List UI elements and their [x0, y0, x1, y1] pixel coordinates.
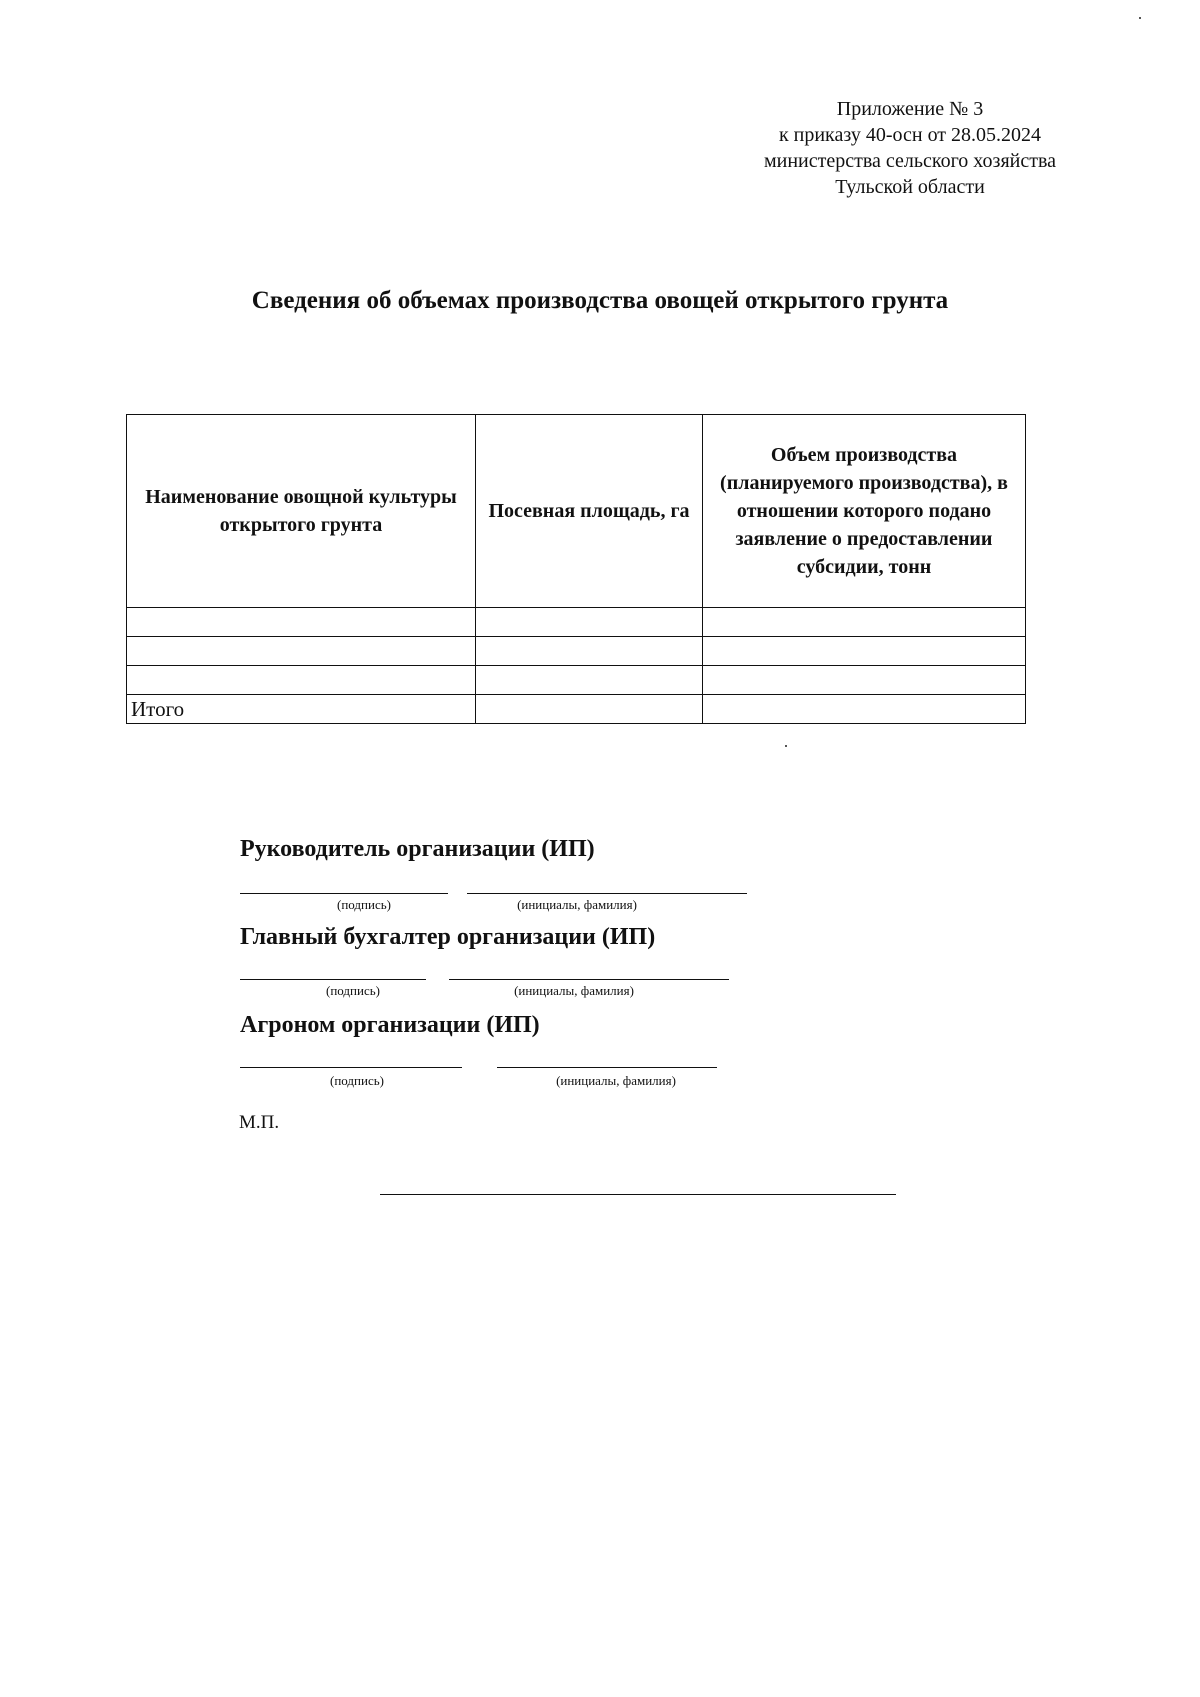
table-row [127, 666, 1026, 695]
table-cell[interactable] [703, 637, 1026, 666]
total-volume-cell[interactable] [703, 695, 1026, 724]
appendix-line: к приказу 40-осн от 28.05.2024 [778, 124, 1042, 146]
table-cell[interactable] [476, 637, 703, 666]
closing-line [380, 1194, 896, 1195]
table-cell[interactable] [703, 608, 1026, 637]
table-row [127, 608, 1026, 637]
table-cell[interactable] [127, 637, 476, 666]
accountant-label: Главный бухгалтер организации (ИП) [240, 924, 656, 950]
table-cell[interactable] [476, 608, 703, 637]
total-label: Итого [127, 695, 476, 724]
head-name-caption: (инициалы, фамилия) [517, 897, 637, 912]
table-row [127, 637, 1026, 666]
head-name-line[interactable] [467, 893, 747, 894]
appendix-line: Приложение № 3 [836, 98, 984, 120]
accountant-name-line[interactable] [449, 979, 729, 980]
stamp-placeholder: М.П. [239, 1112, 280, 1133]
table-total-row [127, 695, 1026, 724]
agronomist-signature-line[interactable] [240, 1067, 462, 1068]
appendix-line: министерства сельского хозяйства [763, 150, 1057, 172]
table-cell[interactable] [127, 666, 476, 695]
head-signature-line[interactable] [240, 893, 448, 894]
table-cell[interactable] [703, 666, 1026, 695]
appendix-header [700, 96, 1120, 200]
accountant-signature-line[interactable] [240, 979, 426, 980]
production-table [126, 414, 1026, 724]
agronomist-name-caption: (инициалы, фамилия) [556, 1073, 676, 1088]
scan-speck [1139, 17, 1141, 19]
table-cell[interactable] [127, 608, 476, 637]
document-title: Сведения об объемах производства овощей открытого грунта [251, 287, 949, 314]
head-label: Руководитель организации (ИП) [240, 836, 595, 862]
head-signature-caption: (подпись) [337, 897, 391, 912]
appendix-line: Тульской области [835, 176, 985, 198]
agronomist-label: Агроном организации (ИП) [240, 1012, 540, 1038]
column-header-area: Посевная площадь, га [476, 415, 703, 608]
column-header-crop: Наименование овощной культуры открытого грунта [127, 415, 476, 608]
scan-speck [785, 745, 787, 747]
table-cell[interactable] [476, 666, 703, 695]
accountant-signature-caption: (подпись) [326, 983, 380, 998]
accountant-name-caption: (инициалы, фамилия) [514, 983, 634, 998]
table-header-row [127, 415, 1026, 608]
agronomist-signature-caption: (подпись) [330, 1073, 384, 1088]
agronomist-name-line[interactable] [497, 1067, 717, 1068]
total-area-cell[interactable] [476, 695, 703, 724]
column-header-volume: Объем производства (планируемого производства), в отношении которого подано заявление о предоставлении субсидии, тонн [703, 415, 1026, 608]
